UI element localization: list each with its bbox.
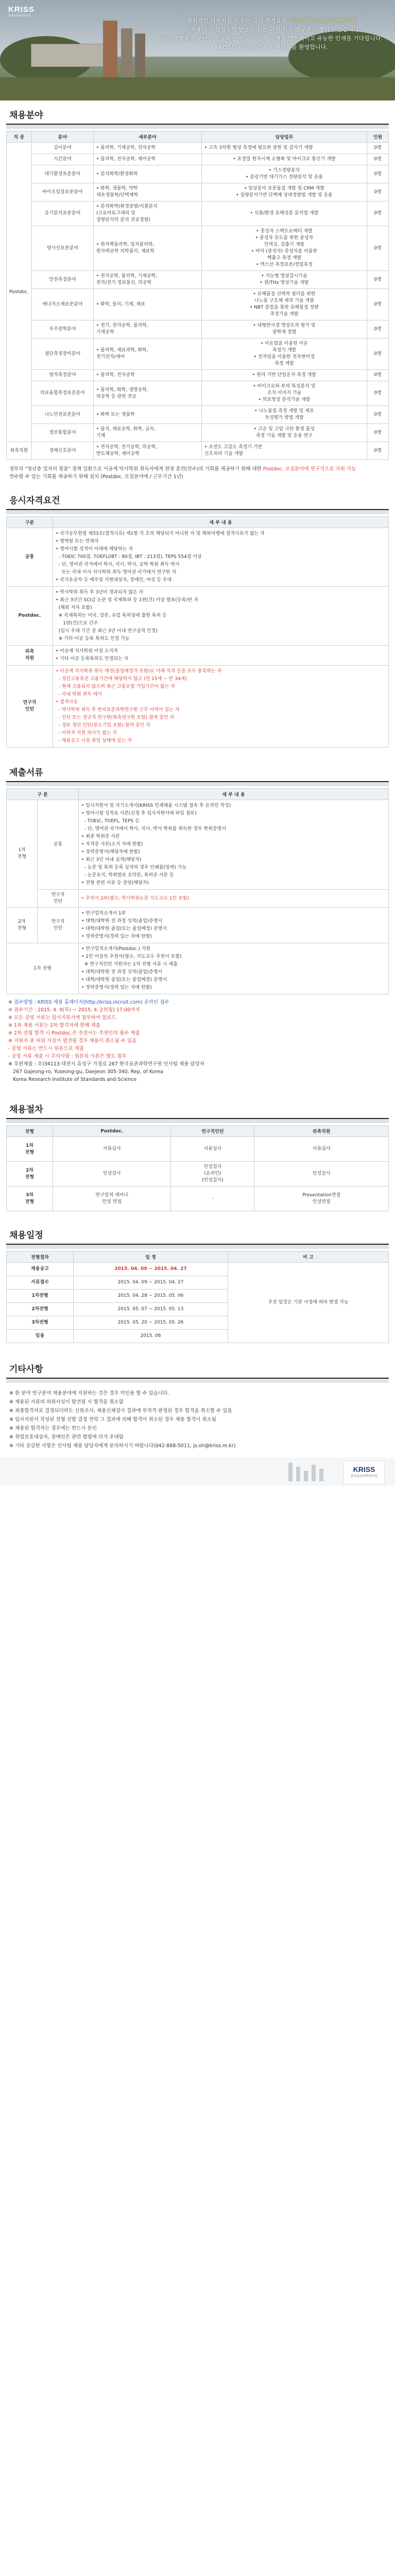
process-row	[7, 1162, 389, 1187]
submission-note[interactable]: ※ 접수방법 : KRISS 채용 홈페이지(http://kriss.incruit.com) 온라인 접수	[8, 999, 169, 1005]
detail-cell: • 전자공학, 물리학, 기계공학, 전자/전기 정보통신, 의공학	[93, 271, 201, 289]
process-postdoc: 인성검사	[53, 1162, 171, 1187]
other-section	[0, 1354, 395, 1454]
section-bar	[6, 1245, 389, 1249]
th-details: 세 부 내 용	[53, 517, 389, 528]
th-remark: 비 고	[228, 1251, 389, 1263]
intro-1b: 기관인 한국표준과학연구원	[288, 18, 356, 24]
submission-note: ※ 지원자 중 허위 사실이 발견될 경우 채용이 취소될 수 있음	[8, 1038, 137, 1044]
count-cell: 0명	[367, 338, 389, 370]
schedule-table	[6, 1251, 389, 1343]
fields-body	[7, 143, 389, 460]
duty-cell: • 초전도 고감도 측정기 기반 신호처리 기술 개발	[201, 442, 367, 460]
detail-cell: • 분석화학/환경화학	[93, 165, 201, 183]
th-category: 구분	[7, 517, 53, 528]
qualification-list	[56, 589, 386, 643]
qualification-body	[7, 528, 389, 748]
duty-cell: • 가스정량분석 • 분광기반 대기가스 정량분석 및 응용	[201, 165, 367, 183]
footer-logo-mark: KRISS	[353, 1465, 375, 1473]
duty-cell: • 지능형 영상감시기술 • 광/THz 영상기술 개발	[201, 271, 367, 289]
sub-r2-label: 2차 전형	[7, 908, 38, 943]
duty-cell: • 식품/환경 유해성분 분석법 개발	[201, 201, 367, 226]
count-cell: 0명	[367, 154, 389, 165]
process-commissioned: 인성검사	[254, 1162, 389, 1187]
process-body	[7, 1137, 389, 1211]
submission-item: • 경력증명서(경력 있는 자에 한함)	[81, 934, 152, 939]
detail-cell: • 물리학, 재료과학, 화학, 전기전자/재어	[93, 338, 201, 370]
qualification-item: - 정년고용촉진 고용기간에 해당하지 않고 (만 15세 ~ 만 34세)	[56, 676, 187, 682]
section-bar	[6, 1379, 389, 1383]
job-type-cell: Postdoc.	[7, 143, 32, 442]
qualification-row	[7, 587, 389, 646]
schedule-step: 채용공고	[7, 1263, 74, 1276]
detail-cell: • 분석화학(화경중량/식품분석 (크로마토그래피 및 질량분석의 분석 전공경험)	[93, 201, 201, 226]
detail-cell: • 물리학, 전자공학	[93, 370, 201, 381]
qualification-row	[7, 528, 389, 587]
intro-1a: 창의적인 과학자를 키우는 국가 측정표준	[186, 18, 287, 24]
submission-item: • 전형 관련 서류 등 증빙(해당자)	[81, 880, 149, 886]
qualification-item: - 현재 고용되지 않으며 최근 고용보험 가입기간이 없는 자	[56, 684, 175, 689]
process-intern: 서류심사	[171, 1137, 254, 1162]
other-list	[6, 1385, 389, 1454]
schedule-date: 2015. 06	[74, 1330, 228, 1343]
duty-cell: • 대형반사경 영상오차 평가 및 광학계 정렬	[201, 320, 367, 338]
qualification-label: Postdoc.	[7, 587, 53, 646]
schedule-section	[0, 1221, 395, 1343]
section-bar	[6, 1119, 389, 1123]
qualification-item: - 정부 청년 인턴(중소기업 포함) 참여 중인 자	[56, 723, 150, 728]
footer	[0, 1458, 395, 1486]
process-section	[0, 1095, 395, 1211]
submission-item: • 연구업적소개서 1부	[81, 911, 126, 916]
qualification-table	[6, 516, 389, 748]
hero-banner	[0, 0, 395, 100]
field-cell: 첨단측정장비분야	[31, 338, 93, 370]
field-cell: 정보통합분야	[31, 424, 93, 442]
other-item: ※ 취업보호대상자, 장애인은 관련 법령에 의거 우대함	[9, 1434, 124, 1440]
schedule-step: 1차전형	[7, 1290, 74, 1303]
process-commissioned: Presentation면접 인성면접	[254, 1187, 389, 1211]
count-cell: 0명	[367, 370, 389, 381]
submission-item: • 자격증 사본(소지 자에 한함)	[81, 842, 143, 847]
schedule-date: 2015. 04. 09 ~ 2015. 04. 27	[74, 1263, 228, 1276]
duty-cell: • 유해물질 선택적 필터를 위한 나노물 구조체 제작 기술 개발 • NBT 중립을 통한 유해물질 정량 측정기술 개발	[201, 289, 367, 320]
section-bar	[6, 125, 389, 129]
submission-section	[0, 758, 395, 1088]
submission-item: • 입사지원서 및 자기소개서(KRISS 인재채용 시스템 접속 후 온라인 작성)	[81, 803, 231, 808]
other-item: ※ 한 분야 연구분야 채용분야에 지원하는 것은 경우 미인용 할 수 있습니다.	[9, 1391, 169, 1396]
submission-notes	[6, 994, 389, 1088]
field-cell: 우주광학분야	[31, 320, 93, 338]
fields-row	[7, 320, 389, 338]
duty-cell: • 초정밀 원자시계 소형화 및 마이크로 통신기 개발	[201, 154, 367, 165]
field-cell: 나노안전표준분야	[31, 406, 93, 424]
qualification-item: • 최근 3년간 SCI급 논문 및 국제특허 등 1편(건) 이상 발표(등록)한 자	[56, 598, 198, 603]
fields-title: 채용분야	[6, 100, 389, 125]
th-date: 일 정	[74, 1251, 228, 1263]
qualification-items	[53, 646, 389, 666]
logo-sub: 한국표준과학연구원	[8, 14, 31, 18]
qualification-item: • 결격사유	[56, 700, 78, 705]
qualification-item: • 국가공무원법 제33조(결격사유) 제1항 각 호의 해당되지 아니한 자 및 해외여행에 결격사유가 없는 자	[56, 531, 265, 536]
fields-row	[7, 424, 389, 442]
job-type-cell: 위촉직원	[7, 442, 32, 460]
count-cell: 0명	[367, 381, 389, 406]
process-commissioned: 서류심사	[254, 1137, 389, 1162]
duty-cell: • 이온빔을 이용한 이온 측정기 개발 • 전자빔을 이용한 전자현미경 측정 개발	[201, 338, 367, 370]
qualification-item: (해외 저자 포함)	[56, 605, 92, 611]
qualification-item: - 박사학위 취득 후 한국표준과학연구원 근무 이력이 있는 자	[56, 707, 180, 713]
fields-row	[7, 289, 389, 320]
th-detail: 세부분야	[93, 131, 201, 143]
submission-note: - 증빙 서류는 반드시 원본으로 제출	[8, 1046, 84, 1052]
submission-title: 제출서류	[6, 758, 389, 782]
sub-common-list	[81, 802, 386, 887]
sub-r2-items	[79, 908, 389, 943]
submission-note: ※ 접수기간 : 2015. 4. 9(목) ~ 2015. 4. 27(월) 17:00까지	[8, 1007, 140, 1013]
kriss-logo[interactable]	[8, 5, 39, 19]
process-label: 1차 전형	[7, 1137, 53, 1162]
sub-intern-item: • 추천서 2부(필수, 박사학위논문 지도교수 1인 포함)	[79, 890, 389, 908]
hero-intro	[158, 16, 385, 52]
process-postdoc: 연구업적 세미나 인성 면접	[53, 1187, 171, 1211]
submission-table	[6, 788, 389, 994]
hero-monument	[135, 33, 145, 82]
submission-note: ※ 모든 증빙 서류는 입사지원서에 첨부하여 업로드	[8, 1015, 116, 1021]
fields-table	[6, 131, 389, 460]
fields-note-2: 연수할 수 있는 기회를 제공하기 위해 설치 (Postdoc. 모집분야에 / 근무기간 1년)	[9, 474, 183, 480]
intro-line-4: KRISS의 미래를 함께할 여러분을 환영합니다.	[215, 44, 328, 50]
schedule-step: 2차전형	[7, 1303, 74, 1316]
submission-item: • 대학/대학원 전 과정 성적(졸업)증명서	[81, 919, 163, 924]
fields-note	[6, 460, 389, 486]
other-item: ※ 채용된 합격자는 경우에는 반드시 본인	[9, 1426, 97, 1431]
qualification-items	[53, 528, 389, 587]
submission-item: - 논문 및 특허 등록 실적의 경우 인쇄물(입력) 가능	[81, 865, 187, 870]
th-sub-category: 구 분	[7, 789, 79, 800]
submission-note: ※ 1차 채용 서류는 2차 합격자에 한해 제출	[8, 1023, 100, 1028]
sub-r3-label: 1차 전형	[7, 943, 79, 994]
other-title: 기타사항	[6, 1354, 389, 1379]
sub-r3-list	[81, 945, 386, 992]
other-item: ※ 기타 궁금한 사항은 인사팀 채용 담당자에게 문의하시기 바랍니다(042-868-5011, js.oh@kriss.re.kr)	[9, 1443, 236, 1449]
other-item: ※ 채용된 서류의 허위사실이 발견될 시 합격을 취소함	[9, 1399, 124, 1405]
fields-row	[7, 143, 389, 154]
th-duty: 담당업무	[201, 131, 367, 143]
submission-item: • 영어시험 성적표 사본(신청 후 입사지원서에 파일 첨부)	[81, 811, 197, 816]
field-cell: 유기분석표준분야	[31, 201, 93, 226]
schedule-step: 3차전형	[7, 1316, 74, 1330]
qualification-item: ※ 국제특허는 미국, 일본, 유럽 특허청에 출원 특허 등	[56, 613, 167, 618]
process-postdoc: 서류심사	[53, 1137, 171, 1162]
submission-item: • 연구업적소개서(Postdoc.) 지원	[81, 946, 151, 952]
qualification-label: 위촉 직원	[7, 646, 53, 666]
footer-logo[interactable]	[344, 1461, 385, 1484]
process-row	[7, 1137, 389, 1162]
qualification-row	[7, 666, 389, 748]
qualification-item: - 국내 학위 취득 에서	[56, 692, 102, 697]
count-cell: 0명	[367, 165, 389, 183]
qualification-item: - 이력적 지원 의사가 없는 자	[56, 731, 117, 736]
submission-item: • 대학/대학원 졸업(또는 졸업예정) 증명서	[81, 926, 167, 931]
fields-note-red: Postdoc. 모집분야에 연구직으로 지원 가능	[263, 466, 356, 472]
sub-r2-sub: 연구직 인턴	[38, 908, 79, 943]
detail-cell: • 원자핵물리학, 입자물리학, 원자력공학 의학물리, 재료학	[93, 226, 201, 271]
section-bar	[6, 782, 389, 786]
fields-row	[7, 226, 389, 271]
qualification-label: 공통	[7, 528, 53, 587]
th-step: 전형절차	[7, 1251, 74, 1263]
submission-item: • 최종 학위증 사본	[81, 834, 120, 839]
process-intern: 인성검사 (온라인) (인성검사)	[171, 1162, 254, 1187]
detail-cell: • 물리학, 전자공학, 제어공학	[93, 154, 201, 165]
qualification-item: - TOEIC 700점, TOEFL(iBT : 80점, IBT : 213점), TEPS 554점 이상	[56, 554, 202, 560]
qualification-item: - 채용공고 시점 취업 상태에 있는 자	[56, 738, 132, 743]
qualification-item: - 인턴 또는 정규직 연구원(위촉연구원 포함) 참여 중인 자	[56, 715, 175, 720]
schedule-row	[7, 1263, 389, 1276]
process-title: 채용절차	[6, 1095, 389, 1119]
qualification-label: 연구직 인턴	[7, 666, 53, 748]
qualification-item: (임시 우대 기간 중 최근 3년 이내 연구실적 인정)	[56, 629, 158, 634]
fields-row	[7, 406, 389, 424]
qualification-item: • 이공계 석사학위 이상 소지자	[56, 649, 118, 654]
hero-monument	[103, 21, 117, 82]
schedule-date: 2015. 04. 09 ~ 2015. 04. 27	[74, 1276, 228, 1290]
qualification-items	[53, 666, 389, 748]
field-cell: 길이분야	[31, 143, 93, 154]
submission-note: ※ 2차 전형 합격 시 Postdoc.은 추천서는 추천인의 필수 제출	[8, 1030, 140, 1036]
sub-common-label: 공통	[38, 800, 79, 890]
count-cell: 0명	[367, 406, 389, 424]
schedule-step: 임용	[7, 1330, 74, 1343]
th-stage: 전형	[7, 1126, 53, 1137]
footer-logo-sub: 한국표준과학연구원	[350, 1475, 378, 1478]
field-cell: 시간분야	[31, 154, 93, 165]
th-count: 인원	[367, 131, 389, 143]
th-job-type: 직 종	[7, 131, 32, 143]
sub-r1-label: 1차 전형	[7, 800, 38, 908]
submission-item: - TOEIC, TOEFL, TEPS 등	[81, 819, 140, 824]
fields-row	[7, 201, 389, 226]
footer-deco	[312, 1465, 316, 1481]
fields-section	[0, 100, 395, 486]
intro-line-3: 국가 측정표준 분야를 선도하는 연구를 함께 수행할 열정적이고 유능한 인재를 기다립니다.	[160, 35, 383, 42]
other-item: ※ 입사지원서 작성된 전형 선발 결정 연락 그 결과에 의해 합격이 취소된 경우 채용 합격이 취소됨	[9, 1417, 216, 1422]
footer-deco	[304, 1471, 308, 1481]
qualification-list	[56, 530, 386, 584]
qualification-item: - 단, 영어권 국가에서 학사, 석사, 박사, 공학 학위 취득 박사	[56, 562, 180, 567]
detail-cell: • 물리학, 기계공학, 전자공학	[93, 143, 201, 154]
schedule-date: 2015. 05. 20 ~ 2015. 05. 26	[74, 1316, 228, 1330]
submission-item: • 1인 이상의 추천서(필수, 지도교수 추천서 포함)	[81, 954, 182, 959]
qualification-item: • 기타 이공 등록특허도 인정되는 자	[56, 656, 129, 662]
field-cell: 양자측정분야	[31, 370, 93, 381]
submission-item: ※ 연구직인턴 지원자는 1차 전형 서류 시 제출	[81, 962, 178, 967]
intro-line-2: 은 미래 국가 성장동력 발굴을 위한 과학 기술 연구를 수행하고 있습니다.	[182, 26, 361, 33]
qualification-items	[53, 587, 389, 646]
qualification-item: • 박사학위 취득 후 3년이 경과되지 않은 자	[56, 590, 144, 595]
th-field: 분야	[31, 131, 93, 143]
other-item: ※ 최종합격자로 결정되더라도 신원조사, 채용신체검사 결과에 부적격 판정된 경우 합격을 취소할 수 있음	[9, 1408, 232, 1414]
schedule-remark: 추진 일정은 기관 사정에 따라 변경 가능	[228, 1263, 389, 1343]
fields-row	[7, 442, 389, 460]
submission-item: - 단, 영어권 국가에서 학사, 석사, 박사 학위를 취득한 경우 학위증명서	[81, 826, 226, 832]
footer-deco	[288, 1463, 293, 1481]
qualification-item: • 이공계 석사학위 취득 예정(졸업예정자 포함)로 이래 자격 등을 모두 충족하는 자	[56, 669, 222, 674]
submission-item: • 대학/대학원 졸업(또는 졸업예정) 증명서	[81, 977, 167, 982]
qualification-title: 응시자격요건	[6, 486, 389, 510]
qualification-item: • 국가유공자 등 예우및 지원대상자, 장애인, 여성 등 우대	[56, 578, 172, 583]
duty-cell: • 고온 및 고압 극한 환경 물성 측정 기술 개발 및 응용 연구	[201, 424, 367, 442]
submission-item: • 최근 3년 이내 실적(해당자)	[81, 857, 142, 862]
submission-item: • 대학/대학원 전 과정 성적(졸업)증명서	[81, 970, 163, 975]
fields-row	[7, 183, 389, 201]
field-cell: 바이오임상표준분야	[31, 183, 93, 201]
qualification-item: • 병역필 또는 면제자	[56, 539, 99, 544]
field-cell: 대기환경표준분야	[31, 165, 93, 183]
qualification-item: ※ 기타 이공 등록 특허도 인정 가능	[56, 636, 130, 641]
schedule-step: 서류접수	[7, 1276, 74, 1290]
fields-row	[7, 154, 389, 165]
duty-cell: • 나노물질 측정 개발 및 세포 독성평가 방법 개발	[201, 406, 367, 424]
submission-note: 267 Gajeong-ro, Yuseong-gu, Daejeon 305-340, Rep. of Korea	[8, 1069, 163, 1075]
fields-row	[7, 165, 389, 183]
submission-note: - 증빙 서류 제출 시 주의사항 : 원본의 사본은 별도 첨부	[8, 1054, 127, 1059]
hero-monument	[121, 28, 132, 82]
qualification-item: • 영어시험 성적이 아래에 해당하는 자	[56, 547, 133, 552]
hero-ground	[0, 77, 395, 100]
th-intern: 연구직인턴	[171, 1126, 254, 1137]
submission-note: Korea Research Institute of Standards and Science	[8, 1077, 137, 1082]
duty-cell: • 원자 기반 단일운자 측정 개발	[201, 370, 367, 381]
count-cell: 0명	[367, 143, 389, 154]
process-intern: -	[171, 1187, 254, 1211]
count-cell: 0명	[367, 183, 389, 201]
count-cell: 0명	[367, 201, 389, 226]
detail-cell: • 전기, 전자공학, 물리학, 기계공학	[93, 320, 201, 338]
duty-cell: • 마이크로파 부의 특성분석 및 조직 이미지 기술 • 의료영상 분석기술 개발	[201, 381, 367, 406]
qualification-item: 1편(건)으로 간주	[56, 621, 98, 626]
count-cell: 0명	[367, 226, 389, 271]
qualification-row	[7, 646, 389, 666]
submission-note: ※ 우편제출 : 우)34113 대전시 유성구 가정로 267 한국표준과학연구원 인사팀 채용 담당자	[8, 1061, 204, 1067]
footer-deco	[319, 1469, 323, 1481]
duty-cell: • 임상분야 표준물질 개발 및 CRM 개발 • 질량분석기반 단백체 상대정량법 개발 및 응용	[201, 183, 367, 201]
footer-deco	[296, 1467, 300, 1481]
duty-cell: • 중성자 스펙트로메터 개발 • 중성자 유도를 위한 중성자 인덱싱, 검출기 개발 • 바닥 (중성자) 중성자를 이용한 핵출고 측정 개발 • 엑스선 측정표준/정밀측정	[201, 226, 367, 271]
th-sub-details: 세 부 내 용	[79, 789, 389, 800]
fields-row	[7, 370, 389, 381]
fields-row	[7, 338, 389, 370]
submission-item: - 논문표지, 학회발표 요약본, 특허증 사본 등	[81, 873, 174, 878]
sub-intern-label: 연구직 인턴	[38, 890, 79, 908]
count-cell: 0명	[367, 442, 389, 460]
schedule-date: 2015. 04. 28 ~ 2015. 05. 06	[74, 1290, 228, 1303]
process-label: 2차 전형	[7, 1162, 53, 1187]
schedule-title: 채용일정	[6, 1221, 389, 1245]
duty-cell: • 고속 3차원 형상 측정에 필요한 광원 및 감지기 개발	[201, 143, 367, 154]
submission-item: • 경력증명서(해당자에 한함)	[81, 850, 140, 855]
field-cell: 방사선표준분야	[31, 226, 93, 271]
field-cell: 안전측정분야	[31, 271, 93, 289]
fields-row	[7, 271, 389, 289]
detail-cell: • 물리, 재료공학, 화학, 금속, 기계	[93, 424, 201, 442]
fields-note-1: 정부의 "청년층 일자리 창출" 정책 일환으로 이공계 박사학위 취득자에게 현장 훈련(연수)의 기회를 제공하기 위해 대한	[9, 466, 262, 472]
intro-line-1	[158, 16, 385, 25]
qualification-list	[56, 648, 386, 663]
sub-r2-list	[81, 910, 386, 941]
count-cell: 0명	[367, 320, 389, 338]
detail-cell: • 화학 또는 생물학	[93, 406, 201, 424]
submission-item: • 경력증명서(경력 있는 자에 한함)	[81, 985, 152, 990]
logo-mark: KRISS	[8, 5, 35, 14]
process-label: 3차 전형	[7, 1187, 53, 1211]
hero-building	[31, 44, 108, 67]
th-commissioned: 위촉직원	[254, 1126, 389, 1137]
detail-cell: • 전자공학, 전기공학, 의공학, 반도체공학, 제어공학	[93, 442, 201, 460]
detail-cell: • 화학, 물리, 기계, 재료	[93, 289, 201, 320]
field-cell: 생체신호분야	[31, 442, 93, 460]
qualification-section	[0, 486, 395, 748]
count-cell: 0명	[367, 289, 389, 320]
section-bar	[6, 510, 389, 514]
detail-cell: • 화학, 생물학, 약학 세포생물학/단백체학	[93, 183, 201, 201]
schedule-date: 2015. 05. 07 ~ 2015. 05. 13	[74, 1303, 228, 1316]
count-cell: 0명	[367, 424, 389, 442]
qualification-item: 또는 국내 이사 석사학위 취득 영어권 국가에서 연구한 자	[56, 570, 177, 575]
schedule-body	[7, 1263, 389, 1343]
field-cell: 의료융합측정표준분야	[31, 381, 93, 406]
qualification-list	[56, 668, 386, 745]
sub-common-items	[79, 800, 389, 890]
fields-row	[7, 381, 389, 406]
process-table	[6, 1125, 389, 1211]
process-row	[7, 1187, 389, 1211]
detail-cell: • 물리학, 화학, 생명공학, 의공학 등 관련 전공	[93, 381, 201, 406]
field-cell: 에너지소재표준분야	[31, 289, 93, 320]
th-postdoc: Postdoc.	[53, 1126, 171, 1137]
count-cell: 0명	[367, 271, 389, 289]
sub-r3-items	[79, 943, 389, 994]
